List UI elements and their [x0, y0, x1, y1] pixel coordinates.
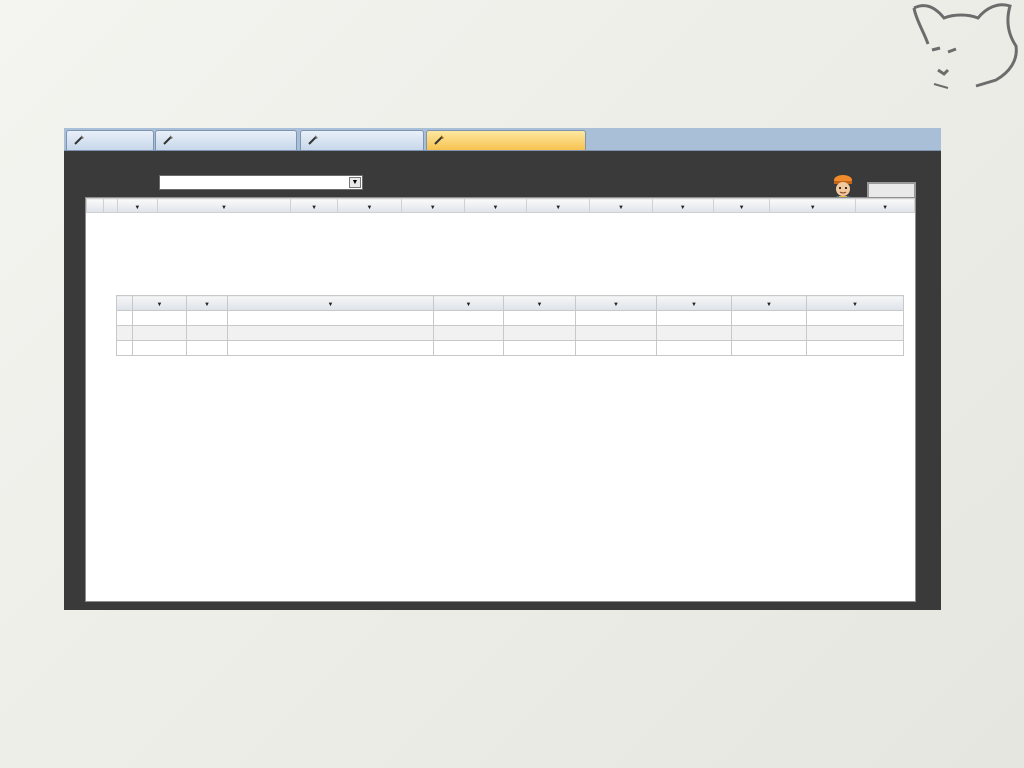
- select-all-cell[interactable]: [117, 296, 133, 311]
- row-selector: [117, 341, 133, 356]
- cat-logo-icon: [906, 0, 1024, 95]
- empty-cell: [228, 341, 434, 356]
- column-header[interactable]: ▼: [856, 199, 915, 213]
- column-header[interactable]: ▼: [133, 296, 187, 311]
- row-selector[interactable]: [117, 326, 133, 341]
- form-icon: [433, 134, 445, 146]
- column-header[interactable]: ▼: [652, 199, 713, 213]
- form-icon: [73, 134, 85, 146]
- column-header[interactable]: ▼: [464, 199, 527, 213]
- total-original: [434, 341, 504, 356]
- column-header[interactable]: ▼: [732, 296, 807, 311]
- chevron-down-icon[interactable]: ▼: [349, 177, 361, 188]
- total-complete: [504, 341, 576, 356]
- column-header[interactable]: ▼: [187, 296, 228, 311]
- column-header[interactable]: ▼: [807, 296, 904, 311]
- column-header[interactable]: ▼: [576, 296, 657, 311]
- tab-main-menu[interactable]: [66, 130, 154, 150]
- column-header[interactable]: ▼: [117, 199, 157, 213]
- total-previous: [657, 341, 732, 356]
- access-app-window: [64, 128, 941, 610]
- total-balance: [807, 341, 904, 356]
- balance-cell[interactable]: [807, 326, 904, 341]
- type-cell[interactable]: [133, 326, 187, 341]
- balance-cell[interactable]: [807, 311, 904, 326]
- table-row[interactable]: [117, 311, 904, 326]
- detail-header-row: [117, 296, 904, 311]
- previous-cell[interactable]: [657, 326, 732, 341]
- column-header[interactable]: ▼: [338, 199, 402, 213]
- claims-table: [86, 198, 915, 272]
- total-label: [133, 341, 187, 356]
- column-header[interactable]: ▼: [770, 199, 856, 213]
- current-cell[interactable]: [732, 326, 807, 341]
- ref-cell[interactable]: [187, 326, 228, 341]
- column-header[interactable]: ▼: [713, 199, 770, 213]
- column-header[interactable]: ▼: [504, 296, 576, 311]
- tab-subcontractors[interactable]: [300, 130, 424, 150]
- complete-cell[interactable]: [504, 311, 576, 326]
- claims-header-row: [87, 199, 915, 213]
- claim-detail-subdatasheet: [116, 295, 913, 356]
- column-header[interactable]: ▼: [527, 199, 590, 213]
- claims-datasheet: [85, 197, 916, 602]
- original-cell[interactable]: [434, 326, 504, 341]
- form-header: [64, 151, 941, 196]
- column-header[interactable]: ▼: [228, 296, 434, 311]
- form-icon: [307, 134, 319, 146]
- project-select[interactable]: [159, 175, 363, 190]
- ptd-cell[interactable]: [576, 326, 657, 341]
- total-current: [732, 341, 807, 356]
- total-ptd: [576, 341, 657, 356]
- claim-detail-table: [116, 295, 904, 356]
- column-header[interactable]: ▼: [590, 199, 653, 213]
- column-header[interactable]: ▼: [291, 199, 338, 213]
- complete-cell[interactable]: [504, 326, 576, 341]
- column-header[interactable]: ▼: [401, 199, 464, 213]
- tab-bar: [64, 128, 941, 151]
- subgrid-spacer-row: [87, 213, 915, 273]
- empty-cell: [187, 341, 228, 356]
- tab-ctc-awaiting-response[interactable]: [155, 130, 297, 150]
- previous-cell[interactable]: [657, 311, 732, 326]
- select-all-cell[interactable]: [87, 199, 104, 213]
- original-cell[interactable]: [434, 311, 504, 326]
- ref-cell[interactable]: [187, 311, 228, 326]
- form-icon: [162, 134, 174, 146]
- ptd-cell[interactable]: [576, 311, 657, 326]
- tab-claims-awaiting-approval[interactable]: [426, 130, 586, 150]
- row-selector[interactable]: [117, 311, 133, 326]
- description-cell[interactable]: [228, 326, 434, 341]
- table-row[interactable]: [117, 326, 904, 341]
- column-header[interactable]: ▼: [157, 199, 290, 213]
- column-header[interactable]: ▼: [657, 296, 732, 311]
- total-row: [117, 341, 904, 356]
- type-cell[interactable]: [133, 311, 187, 326]
- expand-header: [103, 199, 117, 213]
- column-header[interactable]: ▼: [434, 296, 504, 311]
- current-cell[interactable]: [732, 311, 807, 326]
- description-cell[interactable]: [228, 311, 434, 326]
